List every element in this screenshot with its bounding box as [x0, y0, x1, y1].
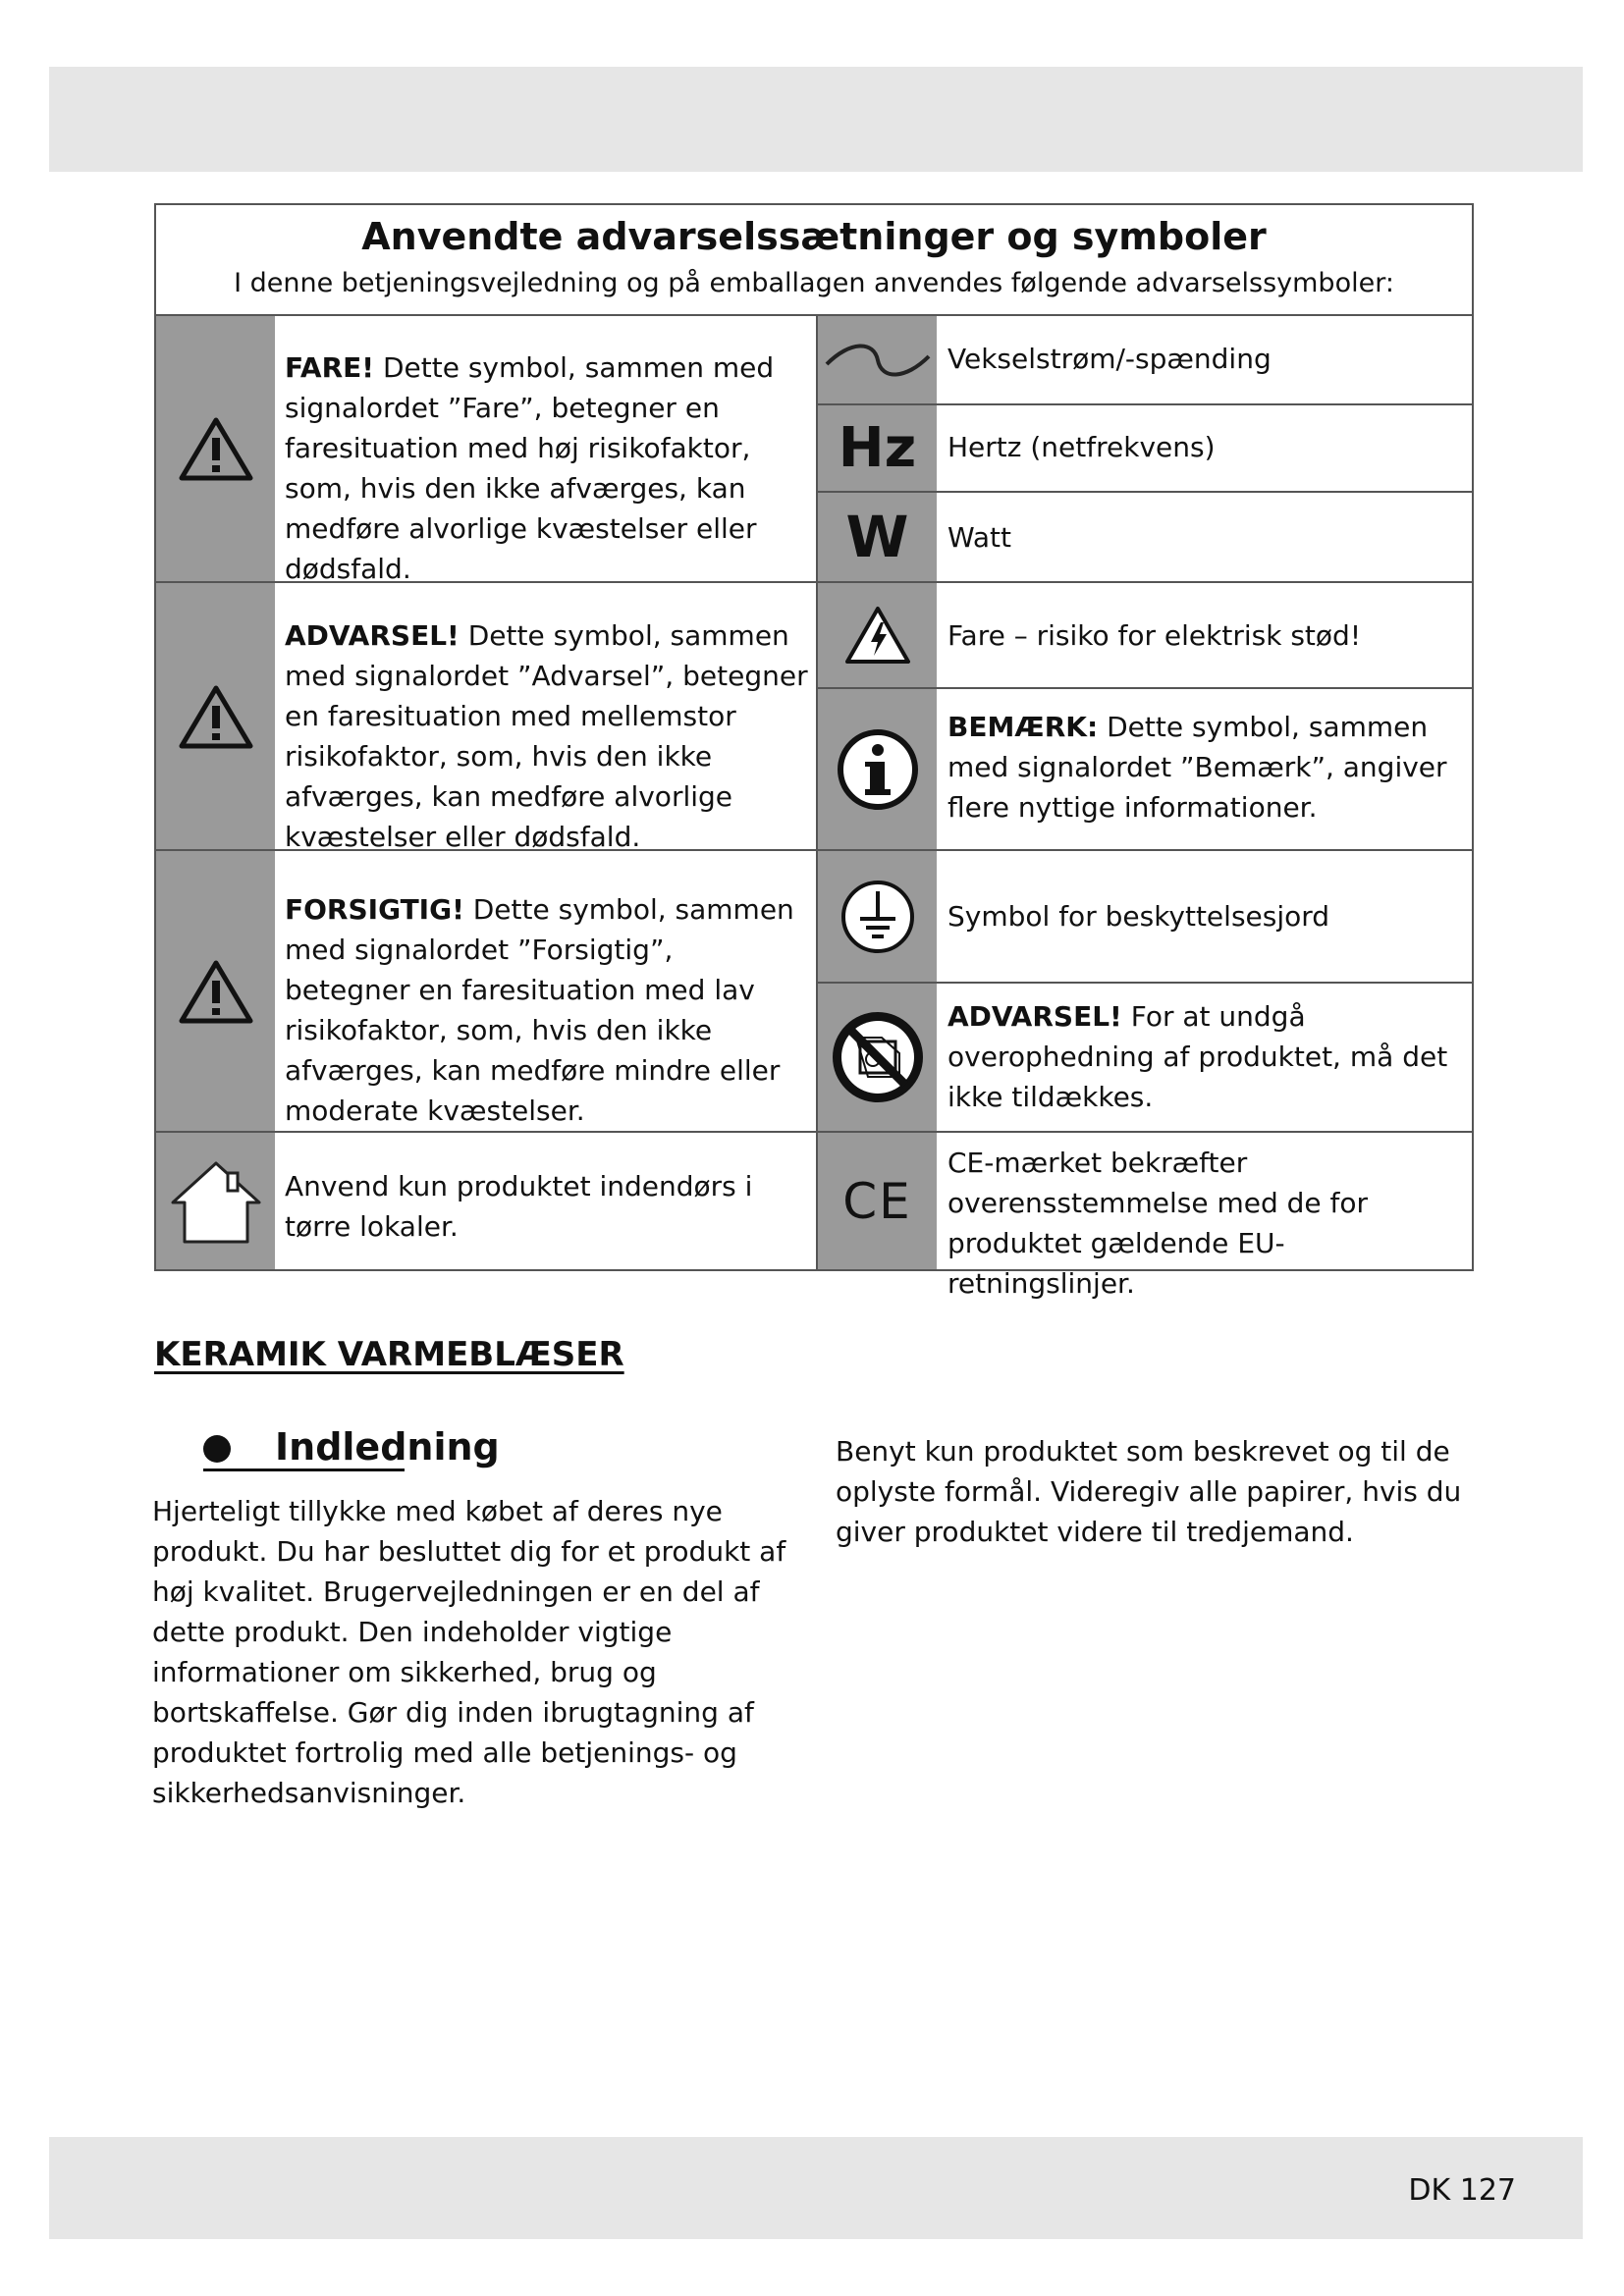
house-icon	[156, 1133, 275, 1269]
header-band	[49, 67, 1583, 172]
warning-description: Dette symbol, sammen med signalordet ”Forsigtig”, betegner en faresituation med lav risikofaktor, som, hvis den ikke afværges, kan medføre mindre eller moderate kvæstelser.	[285, 893, 794, 1127]
ce-text	[947, 1143, 1468, 1304]
forsigtig-warning-text	[285, 889, 800, 1131]
fare-warning-text	[285, 347, 810, 589]
bullet-icon	[203, 1435, 231, 1463]
do-not-cover-text	[947, 996, 1468, 1117]
warning-symbols-table	[154, 203, 1474, 1300]
protective-earth-icon	[818, 851, 937, 982]
warning-triangle-icon	[156, 583, 275, 849]
ac-description: Vekselstrøm/-spænding	[947, 343, 1272, 375]
watt-text	[947, 517, 1458, 558]
signal-word: ADVARSEL!	[285, 619, 460, 652]
warning-description: Dette symbol, sammen med signalordet ”Fare”, betegner en faresituation med høj risikofaktor, som, hvis den ikke afværges, kan medføre alvorlige kvæstelser eller dødsfald.	[285, 351, 775, 585]
hertz-icon: Hz	[838, 416, 917, 480]
ce-mark-icon: CE	[842, 1172, 912, 1230]
watt-icon: W	[845, 504, 909, 570]
alternating-current-icon	[818, 316, 937, 403]
shock-description: Fare – risiko for elektrisk stød!	[947, 619, 1362, 652]
page-number: DK 127	[1408, 2173, 1516, 2208]
electric-shock-text	[947, 615, 1458, 656]
electric-shock-warning-icon	[818, 583, 937, 687]
table-subtitle: I denne betjeningsvejledning og på emballagen anvendes følgende advarselssymboler:	[234, 268, 1394, 298]
ce-description: CE-mærket bekræfter overensstemmelse med de for produktet gældende EU-retningslinjer.	[947, 1147, 1369, 1300]
table-title: Anvendte advarselssætninger og symboler	[361, 215, 1267, 258]
note-text	[947, 707, 1463, 828]
subsection-underline	[203, 1468, 405, 1471]
note-description: Dette symbol, sammen med signalordet ”Bemærk”, angiver flere nyttige informationer.	[947, 711, 1447, 824]
intro-paragraph-left: Hjerteligt tillykke med købet af deres nye produkt. Du har besluttet dig for et produkt af høj kvalitet. Brugervejledningen er en del af dette produkt. Den indeholder vigtige informationer om sikkerhed, brug og bortskaffelse. Gør dig inden ibrugtagning af produktet fortrolig med alle betjenings- og sikkerhedsanvisninger.	[152, 1495, 786, 1809]
warning-description: Dette symbol, sammen med signalordet ”Advarsel”, betegner en faresituation med mellemstor risikofaktor, som, hvis den ikke afværges, kan medføre alvorlige kvæstelser eller dødsfald.	[285, 619, 808, 853]
ac-text	[947, 339, 1458, 379]
subsection-title: Indledning	[275, 1425, 500, 1468]
advarsel-warning-text	[285, 615, 815, 857]
hertz-description: Hertz (netfrekvens)	[947, 431, 1216, 463]
footer-band	[49, 2137, 1583, 2239]
signal-word: FARE!	[285, 351, 375, 384]
cover-description: For at undgå overophedning af produktet, må det ikke tildækkes.	[947, 1000, 1448, 1113]
earth-text	[947, 896, 1458, 936]
indoor-description: Anvend kun produktet indendørs i tørre lokaler.	[285, 1170, 753, 1243]
warning-triangle-icon	[156, 316, 275, 581]
intro-paragraph-right: Benyt kun produktet som beskrevet og til de oplyste formål. Videregiv alle papirer, hvis du giver produktet videre til tredjemand.	[836, 1435, 1462, 1548]
info-icon	[818, 689, 937, 849]
earth-description: Symbol for beskyttelsesjord	[947, 900, 1330, 933]
hertz-text	[947, 427, 1458, 467]
do-not-cover-icon	[818, 984, 937, 1131]
signal-word: FORSIGTIG!	[285, 893, 464, 926]
warning-triangle-icon	[156, 851, 275, 1131]
section-title: KERAMIK VARMEBLÆSER	[154, 1335, 624, 1374]
signal-word: BEMÆRK:	[947, 711, 1099, 743]
indoor-use-text	[285, 1166, 795, 1247]
signal-word: ADVARSEL!	[947, 1000, 1122, 1033]
watt-description: Watt	[947, 521, 1012, 554]
